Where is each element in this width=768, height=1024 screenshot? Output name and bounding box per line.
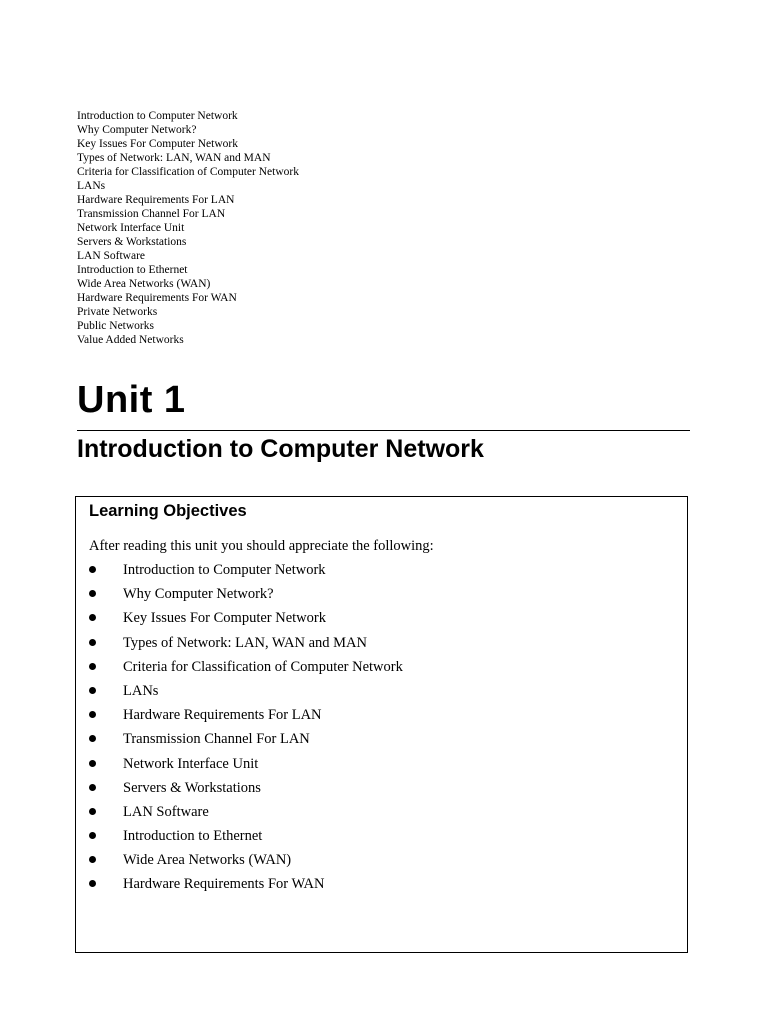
toc-item: Hardware Requirements For WAN xyxy=(77,292,237,304)
objective-text: Hardware Requirements For WAN xyxy=(123,876,325,893)
table-of-contents xyxy=(77,109,477,347)
toc-item: Servers & Workstations xyxy=(77,236,187,248)
bullet-icon xyxy=(89,856,96,863)
bullet-icon xyxy=(89,832,96,839)
bullet-icon xyxy=(89,566,96,573)
unit-title: Unit 1 xyxy=(77,379,186,421)
toc-item: LAN Software xyxy=(77,250,146,262)
toc-item: LANs xyxy=(77,180,106,192)
toc-item: Value Added Networks xyxy=(77,334,184,346)
objectives-heading: Learning Objectives xyxy=(89,502,247,520)
bullet-icon xyxy=(89,784,96,791)
bullet-icon xyxy=(89,663,96,670)
bullet-icon xyxy=(89,639,96,646)
objectives-intro: After reading this unit you should appreciate the following: xyxy=(89,538,434,554)
toc-item: Public Networks xyxy=(77,320,154,332)
bullet-icon xyxy=(89,880,96,887)
bullet-icon xyxy=(89,760,96,767)
learning-objectives-box xyxy=(75,496,688,953)
toc-item: Introduction to Ethernet xyxy=(77,264,188,276)
toc-item: Criteria for Classification of Computer Network xyxy=(77,166,299,178)
toc-item: Types of Network: LAN, WAN and MAN xyxy=(77,152,271,164)
objective-text: Types of Network: LAN, WAN and MAN xyxy=(123,634,367,651)
title-divider xyxy=(77,430,690,431)
objective-text: Transmission Channel For LAN xyxy=(123,731,310,748)
objective-text: Wide Area Networks (WAN) xyxy=(123,852,292,869)
toc-item: Hardware Requirements For LAN xyxy=(77,194,235,206)
toc-item: Introduction to Computer Network xyxy=(77,110,238,122)
objective-text: Introduction to Ethernet xyxy=(123,828,263,845)
bullet-icon xyxy=(89,711,96,718)
objective-text: Hardware Requirements For LAN xyxy=(123,707,322,724)
objective-text: Network Interface Unit xyxy=(123,755,259,772)
toc-item: Why Computer Network? xyxy=(77,124,197,136)
bullet-icon xyxy=(89,687,96,694)
toc-item: Wide Area Networks (WAN) xyxy=(77,278,211,290)
objective-text: Why Computer Network? xyxy=(123,586,274,603)
bullet-icon xyxy=(89,808,96,815)
bullet-icon xyxy=(89,614,96,621)
objective-text: LAN Software xyxy=(123,803,209,820)
bullet-icon xyxy=(89,590,96,597)
objective-text: LANs xyxy=(123,682,159,699)
toc-item: Network Interface Unit xyxy=(77,222,185,234)
objective-text: Criteria for Classification of Computer Network xyxy=(123,658,403,675)
toc-item: Transmission Channel For LAN xyxy=(77,208,226,220)
chapter-title: Introduction to Computer Network xyxy=(77,435,484,463)
toc-item: Private Networks xyxy=(77,306,158,318)
objective-text: Introduction to Computer Network xyxy=(123,562,326,578)
objective-text: Servers & Workstations xyxy=(123,779,261,796)
toc-item: Key Issues For Computer Network xyxy=(77,138,238,150)
bullet-icon xyxy=(89,735,96,742)
objective-text: Key Issues For Computer Network xyxy=(123,610,326,627)
